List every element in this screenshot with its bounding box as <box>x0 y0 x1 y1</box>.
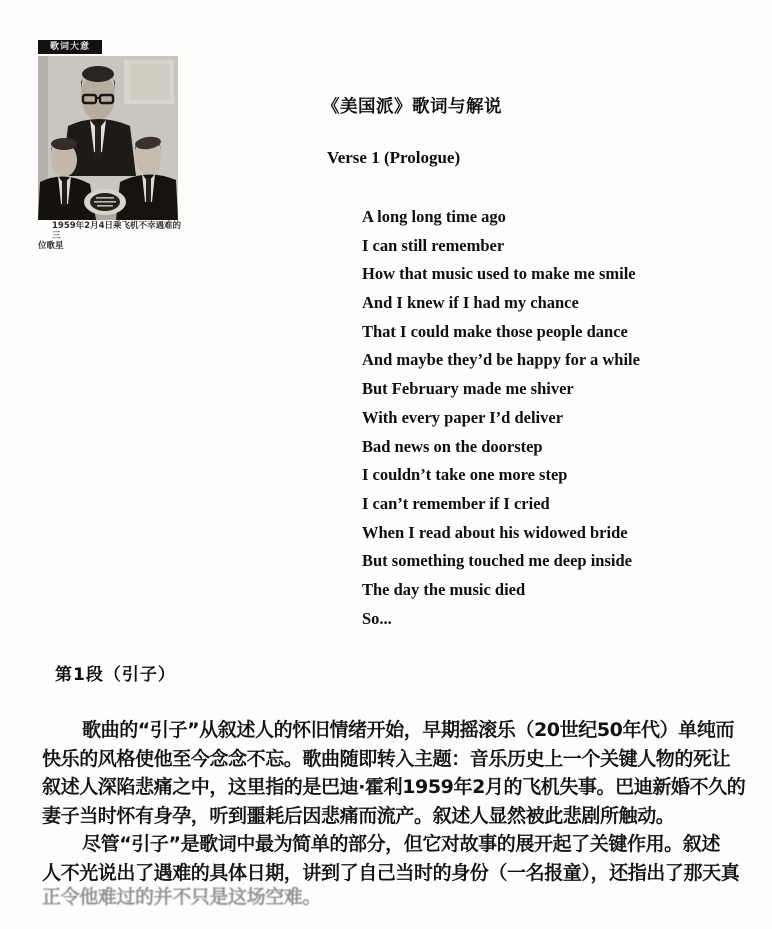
commentary-line: 人不光说出了遇难的具体日期，讲到了自己当时的身份（一名报童），还指出了那天真 <box>42 861 740 884</box>
lyric-line: I can still remember <box>362 235 505 255</box>
lyric-line: I can’t remember if I cried <box>362 493 550 513</box>
band-photo <box>38 56 178 220</box>
lyric-line: And I knew if I had my chance <box>362 293 579 313</box>
commentary-text <box>42 716 746 888</box>
lyric-line: And maybe they’d be happy for a while <box>362 350 640 370</box>
lyric-line: But February made me shiver <box>362 379 574 399</box>
photo-label-badge: 歌词大意 <box>38 40 102 54</box>
section-heading: 第1段（引子） <box>55 665 176 685</box>
verse-heading: Verse 1 (Prologue) <box>327 148 461 167</box>
page-title: 《美国派》歌词与解说 <box>322 97 502 117</box>
lyric-line: I couldn’t take one more step <box>362 465 568 485</box>
lyric-line: So... <box>362 608 392 628</box>
lyric-line: That I could make those people dance <box>362 321 628 341</box>
lyric-line: But something touched me deep inside <box>362 551 632 571</box>
photo-caption-line1: 1959年2月4日乘飞机不幸遇难的三 <box>52 221 181 241</box>
commentary-line: 快乐的风格使他至今念念不忘。歌曲随即转入主题：音乐历史上一个关键人物的死让 <box>42 747 731 770</box>
drum-logo <box>84 189 126 215</box>
lyric-line: When I read about his widowed bride <box>362 522 628 542</box>
commentary-line: 歌曲的“引子”从叙述人的怀旧情绪开始，早期摇滚乐（20世纪50年代）单纯而 <box>82 719 735 741</box>
commentary-line: 尽管“引子”是歌词中最为简单的部分，但它对故事的展开起了关键作用。叙述 <box>82 833 720 856</box>
band-photo-illustration <box>38 56 178 220</box>
commentary-line: 叙述人深陷悲痛之中，这里指的是巴迪·霍利1959年2月的飞机失事。巴迪新婚不久的 <box>42 776 746 799</box>
lyric-line: Bad news on the doorstep <box>362 436 543 456</box>
lyrics-block <box>362 203 640 633</box>
lyric-line: How that music used to make me smile <box>362 264 636 284</box>
commentary-clipped-line: 正令他难过的并不只是这场空难。 <box>42 886 322 908</box>
lyric-line: With every paper I’d deliver <box>362 407 564 427</box>
photo-caption <box>38 221 188 251</box>
photo-caption-line2: 位歌星 <box>38 241 64 251</box>
commentary-line: 妻子当时怀有身孕，听到噩耗后因悲痛而流产。叙述人显然被此悲剧所触动。 <box>42 804 675 827</box>
lyric-line: The day the music died <box>362 579 526 599</box>
lyric-line: A long long time ago <box>362 207 506 226</box>
